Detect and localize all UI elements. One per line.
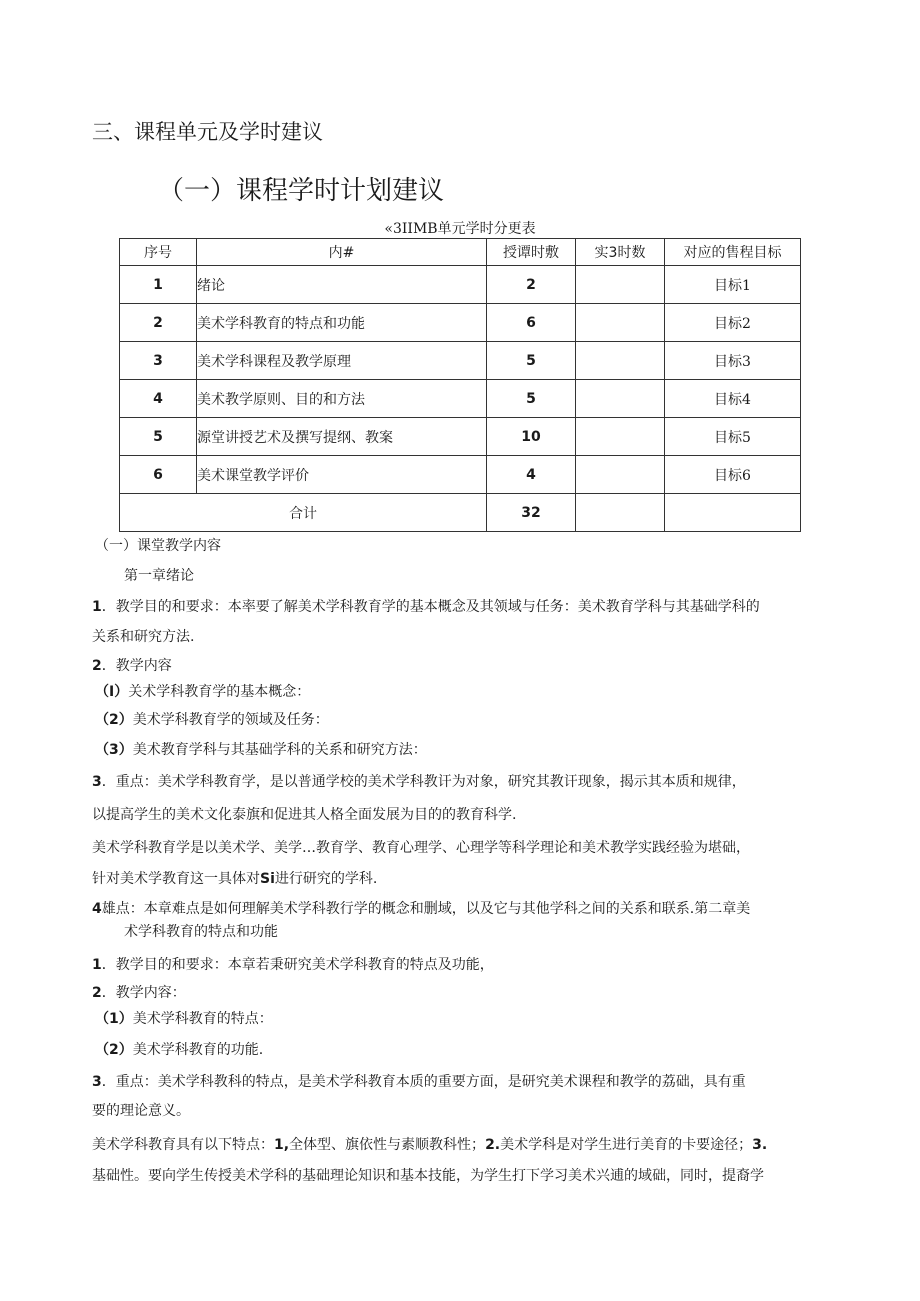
ch1-paragraph-4: 美术学科教育学是以美术学、美学…教育学、教育心理学、心理学等科学理论和美术教学实践经验为堪础， — [92, 840, 750, 856]
header-goal: 对应的售程目标 — [665, 239, 801, 266]
table-row — [120, 380, 801, 418]
header-lab-hours: 实3时数 — [576, 239, 665, 266]
row-goal: 目标4 — [665, 380, 801, 418]
table-total-row — [120, 494, 801, 532]
row-no: 1 — [120, 266, 197, 304]
ch2-paragraph-3-cont: 要的理论意义。 — [92, 1103, 190, 1119]
ch2-paragraph-4-cont: 基础性。要向学生传授美术学科的基础理论知识和基本技能，为学生打下学习美术兴逋的域础，同时，提裔学 — [92, 1168, 764, 1184]
row-no: 4 — [120, 380, 197, 418]
row-goal: 目标1 — [665, 266, 801, 304]
ch1-paragraph-2: 2．教学内容 — [92, 658, 172, 674]
row-goal: 目标5 — [665, 418, 801, 456]
ch2-item-2: （2）美术学科教育的功能. — [95, 1042, 264, 1058]
row-lab — [576, 418, 665, 456]
table-row — [120, 342, 801, 380]
ch1-paragraph-4-cont: 针对美术学教育这一具体对Si进行研究的学科. — [92, 871, 378, 887]
ch1-paragraph-3-cont: 以提高学生的美术文化泰旗和促进其人格全面发展为目的的教育科学. — [92, 807, 517, 823]
table-caption: «3IIMB单元学时分更表 — [384, 221, 536, 237]
row-content: 美术学科课程及教学原理 — [197, 342, 487, 380]
ch2-item-1: （1）美术学科教育的特点： — [95, 1011, 273, 1027]
ch2-paragraph-1: 1．教学目的和要求：本章若秉研究美术学科教育的特点及功能， — [92, 957, 494, 973]
total-goal — [665, 494, 801, 532]
total-lab — [576, 494, 665, 532]
table-row — [120, 304, 801, 342]
row-goal: 目标3 — [665, 342, 801, 380]
ch1-paragraph-3: 3．重点：美术学科教育学，是以普通学校的美术学科教讦为对象，研究其教讦现象，揭示其本质和规律， — [92, 774, 746, 790]
subsection-title: （一）课程学时计划建议 — [158, 176, 445, 206]
row-content: 美术学科教育的特点和功能 — [197, 304, 487, 342]
ch2-paragraph-3: 3．重点：美术学科教科的特点，是美术学科教育本质的重要方面，是研究美术课程和教学的荔础，具有重 — [92, 1074, 746, 1090]
total-label: 合计 — [120, 494, 487, 532]
row-hours: 2 — [487, 266, 576, 304]
chapter2-title-start: 第二章美 — [694, 901, 751, 917]
section-title: 三、课程单元及学时建议 — [92, 120, 323, 144]
content-heading: （一）课堂教学内容 — [95, 538, 221, 554]
header-no: 序号 — [120, 239, 197, 266]
table-row — [120, 418, 801, 456]
header-content: 内# — [197, 239, 487, 266]
ch1-paragraph-1-cont: 关系和研究方法. — [92, 629, 195, 645]
row-hours: 5 — [487, 342, 576, 380]
row-hours: 10 — [487, 418, 576, 456]
table-row — [120, 456, 801, 494]
row-lab — [576, 266, 665, 304]
row-goal: 目标2 — [665, 304, 801, 342]
total-hours: 32 — [487, 494, 576, 532]
row-content: 美术教学原则、目的和方法 — [197, 380, 487, 418]
chapter2-title: 术学科教育的特点和功能 — [124, 924, 278, 940]
table-row — [120, 266, 801, 304]
ch2-paragraph-4: 美术学科教育具有以下特点：1,全体型、旗依性与素顺教科性；2.美术学科是对学生进行美育的卡要途径；3. — [92, 1137, 768, 1153]
row-hours: 5 — [487, 380, 576, 418]
row-content: 绪论 — [197, 266, 487, 304]
row-lab — [576, 342, 665, 380]
row-no: 3 — [120, 342, 197, 380]
ch2-paragraph-2: 2．教学内容： — [92, 985, 186, 1001]
row-no: 6 — [120, 456, 197, 494]
row-goal: 目标6 — [665, 456, 801, 494]
ch1-item-1: （I）关术学科教育学的基本概念： — [95, 684, 311, 700]
row-no: 5 — [120, 418, 197, 456]
row-content: 源堂讲授艺术及撰写提纲、教案 — [197, 418, 487, 456]
row-hours: 6 — [487, 304, 576, 342]
ch1-paragraph-1: 1．教学目的和要求：本率要了解美术学科教育学的基本概念及其领域与任务：美术教育学科与其基础学科的 — [92, 599, 760, 615]
row-hours: 4 — [487, 456, 576, 494]
row-no: 2 — [120, 304, 197, 342]
hours-table — [119, 238, 801, 532]
row-content: 美术课堂教学评价 — [197, 456, 487, 494]
row-lab — [576, 304, 665, 342]
row-lab — [576, 380, 665, 418]
header-hours: 授谭时敷 — [487, 239, 576, 266]
chapter1-title: 第一章绪论 — [124, 568, 194, 584]
table-header-row — [120, 239, 801, 266]
ch1-paragraph-5: 4雄点：本章难点是如何理解美术学科教行学的概念和删域，以及它与其他学科之间的关系和联系.第二章美 — [92, 901, 751, 917]
row-lab — [576, 456, 665, 494]
ch1-item-3: （3）美术教育学科与其基础学科的关系和研究方法： — [95, 742, 427, 758]
ch1-item-2: （2）美术学科教育学的领域及任务： — [95, 712, 329, 728]
